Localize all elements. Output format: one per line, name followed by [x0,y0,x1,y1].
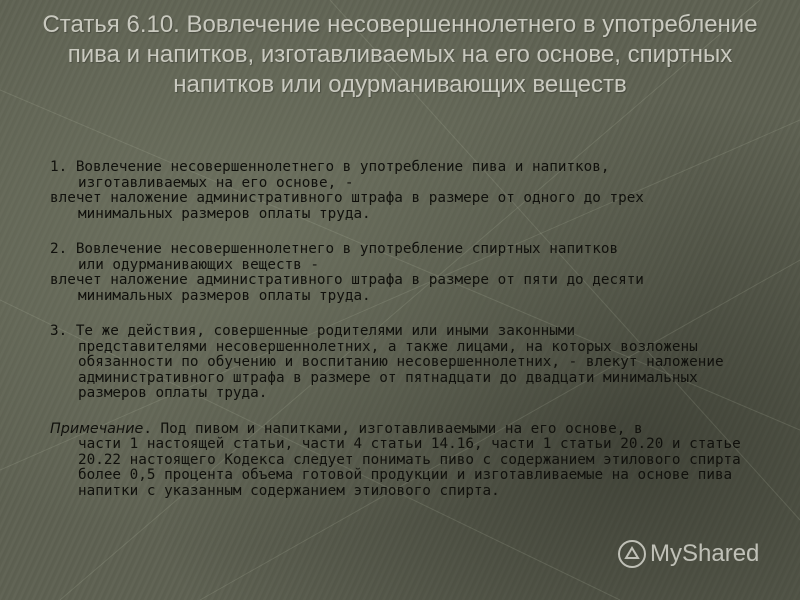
paragraph-1-penalty [50,191,775,222]
paragraph-3 [50,324,775,402]
paragraph-2-penalty-first-line: влечет наложение административного штрафа в размере от пяти до десяти [50,272,644,288]
paragraph-2-penalty-continuation: минимальных размеров оплаты труда. [78,287,371,304]
watermark-logo-icon [616,538,648,570]
paragraph-3-first-line: 3. Те же действия, совершенные родителями или иными законными [50,323,576,339]
paragraph-2-penalty [50,273,775,304]
note-first-line: . Под пивом и напитками, изготавливаемыми на его основе, в [143,420,643,437]
watermark [616,537,786,571]
article-body [50,160,775,499]
paragraph-2-first-line: 2. Вовлечение несовершеннолетнего в употребление спиртных напитков [50,241,619,257]
watermark-text: MyShared [650,540,760,567]
paragraph-1-penalty-first-line: влечет наложение административного штрафа в размере от одного до трех [50,190,644,206]
paragraph-2 [50,242,775,273]
paragraph-1-continuation: изготавливаемых на его основе, - [78,174,354,191]
paragraph-2-continuation: или одурманивающих веществ - [78,256,320,273]
page-title: Статья 6.10. Вовлечение несовершеннолетнего в употребление пива и напитков, изготавливаемых на его основе, спиртных напитков или одурманивающих веществ [42,11,758,98]
note-continuation: части 1 настоящей статьи, части 4 статьи 14.16, части 1 статьи 20.20 и статье 20.22 настоящего Кодекса следует понимать пиво с содержанием этилового спирта более 0,5 процента объема готовой продукции и изготавливаемые на основе пива напитки с указанным содержанием этилового спирта. [78,436,741,499]
paragraph-1 [50,160,775,191]
paragraph-1-first-line: 1. Вовлечение несовершеннолетнего в употребление пива и напитков, [50,159,610,175]
paragraph-3-continuation: представителями несовершеннолетних, а также лицами, на которых возложены обязанности по обучению и воспитанию несовершеннолетних, - влекут наложение административного штрафа в размере от пятнадцати до двадцати минимальных размеров оплаты труда. [78,338,724,401]
note-paragraph [50,422,775,500]
note-label: Примечание [50,420,144,437]
paragraph-1-penalty-continuation: минимальных размеров оплаты труда. [78,205,371,222]
